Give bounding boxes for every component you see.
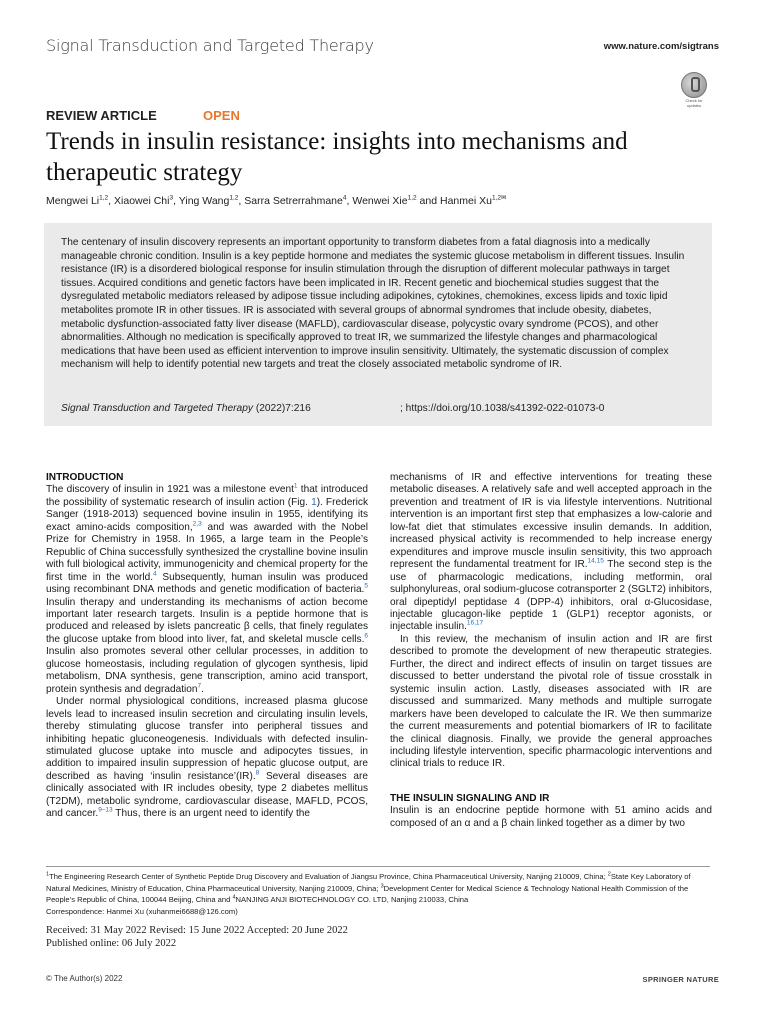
body-column-right: [390, 472, 712, 830]
author-name[interactable]: Wenwei Xie: [352, 195, 408, 207]
affiliation-text: State Key Laboratory of Natural Medicines, Ministry of Education, China Pharmaceutical University, Nanjing 210009, China;: [46, 872, 691, 893]
affiliation-text: NANJING ANJI BIOTECHNOLOGY CO. LTD, Nanjing 210033, China: [235, 895, 469, 904]
paragraph: mechanisms of IR and effective interventions for treating these metabolic diseases. A relatively safe and well accepted approach in the prevention and treatment of IR is via lifestyle interventions. Nutritional intervention is an important first step that emphasizes a low-calorie and low-fat diet that stimulates excessive insulin demands. In addition, increased physical activity is recommended to help increase energy expenditures and improve muscle insulin sensitivity, this two approach represent the fundamental treatment for IR.$^{14,15}$ The second step is the use of pharmacologic medications, including metformin, oral sulphonylureas, oral sodium-glucose cotransporter 2 (SGLT2) inhibitors, oral dipeptidyl peptidase 4 (DPP-4) inhibitors, oral α-Glucosidase, injectable glucagon-like peptide 1 (GLP1) receptor agonists, or injectable insulin.$^{16,17}$: [390, 472, 712, 633]
reference-link[interactable]: 1: [293, 483, 298, 491]
section-heading-signaling: THE INSULIN SIGNALING AND IR: [390, 792, 550, 804]
check-for-updates-badge[interactable]: Check for updates: [678, 72, 710, 108]
abstract-text: The centenary of insulin discovery represents an important opportunity to transform diabetes from a fatal diagnosis into a medically manageable chronic condition. Insulin is a key peptide hormone and mediates the systemic glucose metabolism in different tissues. Insulin resistance (IR) is a disordered biological response for insulin stimulation through the disruption of different molecular pathways in target tissues. Acquired conditions and genetic factors have been implicated in IR. Recent genetic and biochemical studies suggest that the dysregulated metabolic mediators released by adipose tissue including adipokines, cytokines, chemokines, excess lipids and toxic lipid metabolites promote IR in other tissues. IR is associated with several groups of abnormal syndromes that include obesity, diabetes, metabolic dysfunction-associated fatty liver disease (MAFLD), cardiovascular disease, polycystic ovary syndrome (PCOS), and other abnormalities. Although no medication is specifically approved to treat IR, we summarized the lifestyle changes and pharmacological medications that have been used as efficient intervention to improve insulin sensitivity. Ultimately, the systematic discussion of complex mechanism will help to identify potential new targets and treat the closely associated metabolic syndrome of IR.: [61, 237, 685, 371]
affiliation-number: 2: [607, 871, 611, 878]
author-name[interactable]: Hanmei Xu: [440, 195, 492, 207]
reference-link[interactable]: 6: [364, 632, 368, 640]
author-affiliation: 1,2: [407, 194, 417, 202]
doi-link[interactable]: ; https://doi.org/10.1038/s41392-022-01073-0: [400, 403, 605, 414]
article-dates: [46, 925, 348, 950]
author-affiliation: 1,2✉: [491, 194, 507, 202]
body-column-left: [46, 472, 368, 821]
author-name[interactable]: Xiaowei Chi: [114, 195, 170, 207]
paragraph: In this review, the mechanism of insulin action and IR are first described to promote the development of new therapeutic strategies. Further, the direct and indirect effects of insulin on target tissues are discussed to better understand the pivotal role of tissue crosstalk in systemic insulin action. Lastly, diseases associated with IR are discussed and summarized. Many methods and multiple surrogate markers have been developed to calculate the IR. We then summarize the current measurements and potential biomarkers of IR to facilitate the clinical diagnosis. Finally, we provide the general approaches including lifestyle intervention, specific pharmacologic interventions and clinical trials to reduce IR.: [390, 633, 712, 770]
paragraph: The discovery of insulin in 1921 was a milestone event$^1$ that introduced the possibility of systematic research of insulin action (Fig. 1). Frederick Sanger (1918-2013) sequenced bovine insulin in 1955, identifying its exact amino-acids composition,$^{2,3}$ and was awarded with the Nobel Prize for Chemistry in 1958. In 1965, a large team in the People’s Republic of China successfully synthesized the crystalline bovine insulin with full biological activity, immunogenicity and chemical property for the first time in the world.$^4$ Subsequently, human insulin was produced using recombinant DNA methods and genetic modification of bacteria.$^5$ Insulin therapy and understanding its mechanisms of action become important later research targets. Insulin is a peptide hormone that is produced and released by islets pancreatic β cells, that finely regulates the glucose uptake from blood into liver, fat, and skeletal muscle cells.$^6$ Insulin also promotes several other cellular processes, in addition to glucose homeostasis, including regulation of glycogen synthesis, lipid metabolism, DNA synthesis, gene transcription, amino acid transport, protein synthesis and degradation$^7$.: [46, 483, 369, 695]
affiliation-number: 3: [380, 882, 384, 889]
footnote-divider: [46, 866, 710, 867]
received-dates: Received: 31 May 2022 Revised: 15 June 2022 Accepted: 20 June 2022: [46, 925, 348, 936]
article-title: Trends in insulin resistance: insights into mechanisms and therapeutic strategy: [46, 128, 628, 186]
author-name[interactable]: Sarra Setrerrahmane: [244, 195, 343, 207]
author-list: Mengwei Li$^{1,2}$, Xiaowei Chi$^3$, Ying Wang$^{1,2}$, Sarra Setrerrahmane$^4$, Wenwei Xie$^{1,2}$ and Hanmei $Xu^{1,2✉}$: [46, 194, 507, 207]
reference-link[interactable]: 8: [255, 769, 260, 777]
paragraph: Insulin is an endocrine peptide hormone with 51 amino acids and composed of an α and a β chain linked together as a dimer by two: [390, 805, 712, 829]
author-name[interactable]: Ying Wang: [178, 195, 230, 207]
affiliations-list: [46, 871, 710, 906]
citation-line: [61, 403, 693, 414]
journal-name: Signal Transduction and Targeted Therapy: [46, 36, 374, 55]
affiliations-footnote: [46, 871, 710, 917]
published-date: Published online: 06 July 2022: [46, 937, 177, 949]
abstract-panel: [44, 223, 712, 426]
correspondence: Correspondence: Hanmei Xu (xuhanmei6688@126.com): [46, 906, 238, 916]
reference-link[interactable]: 4: [153, 570, 157, 578]
affiliation-text: The Engineering Research Center of Synthetic Peptide Drug Discovery and Evaluation of Jiangsu Province, China Pharmaceutical University, Nanjing 210009, China;: [49, 872, 608, 881]
section-heading-introduction: INTRODUCTION: [46, 472, 124, 483]
author-affiliation: 4: [342, 194, 347, 202]
figure-link[interactable]: 1: [311, 496, 317, 508]
reference-link[interactable]: 14,15: [587, 557, 604, 565]
reference-link[interactable]: 5: [364, 582, 368, 590]
reference-link[interactable]: 2,3: [192, 520, 202, 528]
reference-link[interactable]: 16,17: [466, 620, 484, 628]
citation-details: (2022)7:216: [252, 403, 311, 414]
journal-website-link[interactable]: www.nature.com/sigtrans: [603, 41, 719, 52]
paragraph: Under normal physiological conditions, increased plasma glucose levels lead to increased insulin secretion and circulating insulin levels, thereby stimulating glucose transfer into peripheral tissues and inhibiting hepatic gluconeogenesis. Individuals with defected insulin-stimulated glucose uptake into muscle and adipocytes tissues, in addition to impaired insulin suppression of hepatic glucose output, are described as having ‘insulin resistance’(IR).$^8$ Several diseases are clinically associated with IR includes obesity, type 2 diabetes mellitus (T2DM), metabolic syndrome, cardiovascular disease, MAFLD, PCOS, and cancer.$^{9-13}$ Thus, there is an urgent need to identify the: [46, 696, 368, 820]
article-type: REVIEW ARTICLE: [46, 108, 157, 123]
author-affiliation: 1,2: [99, 194, 109, 202]
affiliation-text: Development Center for Medical Science & Technology National Health Commission of the People’s Republic of China, 100044 Beijing, China and: [46, 883, 689, 904]
author-name[interactable]: Mengwei Li: [46, 195, 100, 207]
citation-journal: Signal Transduction and Targeted Therapy: [61, 403, 253, 414]
check-updates-icon: [681, 72, 707, 98]
author-affiliation: 1,2: [229, 194, 239, 202]
affiliation-number: 1: [46, 871, 50, 878]
affiliation-number: 4: [232, 894, 236, 901]
reference-link[interactable]: 9–13: [98, 806, 113, 814]
author-affiliation: 3: [169, 194, 174, 202]
open-access-label: OPEN: [203, 108, 240, 123]
publisher-logo: SPRINGER NATURE: [642, 975, 719, 984]
reference-link[interactable]: 7: [197, 682, 202, 690]
copyright: © The Author(s) 2022: [46, 974, 123, 983]
